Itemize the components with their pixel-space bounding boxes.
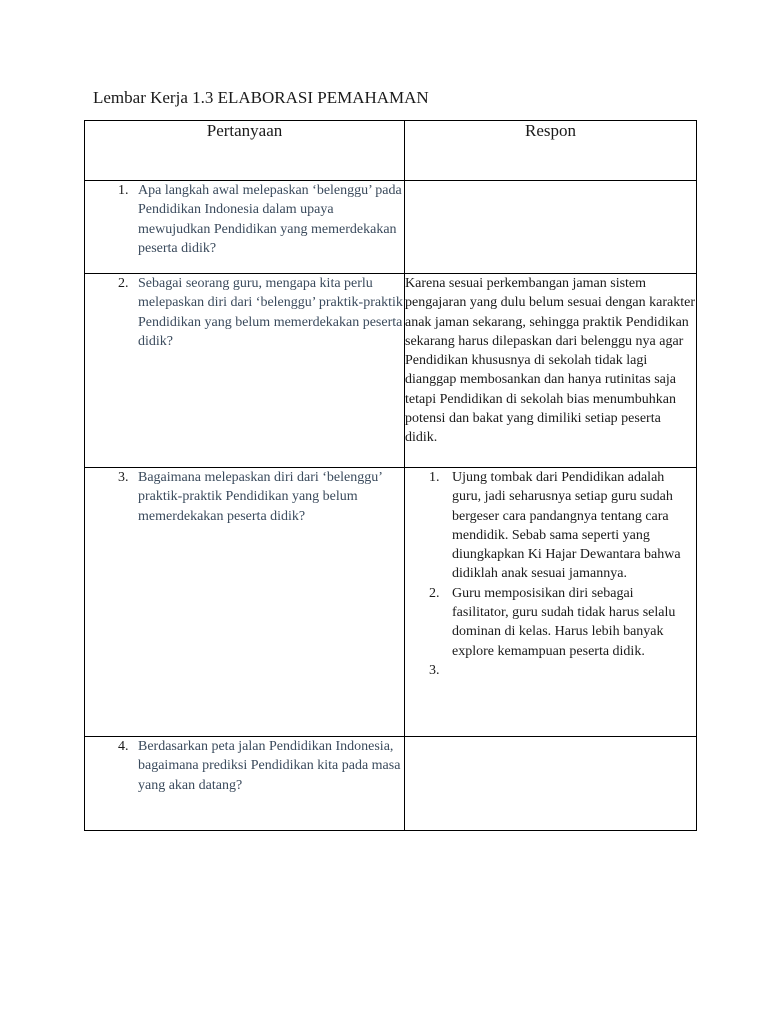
response-list-number: 1.: [429, 470, 440, 485]
response-list-text: [452, 661, 696, 680]
response-cell[interactable]: [405, 468, 697, 737]
response-cell[interactable]: Karena sesuai perkembangan jaman sistem pengajaran yang dulu belum sesuai dengan karakter anak jaman sekarang, sehingga praktik Pendidikan sekarang harus dilepaskan dari belenggu nya agar Pendidikan khususnya di sekolah tidak lagi dianggap membosankan dan hanya rutinitas saja tetapi Pendidikan di sekolah bias menumbuhkan potensi dan bakat yang dimiliki setiap peserta didik.: [405, 274, 697, 468]
response-list-item: [405, 661, 696, 680]
question-text: Apa langkah awal melepaskan ‘belenggu’ pada Pendidikan Indonesia dalam upaya mewujudkan Pendidikan yang memerdekakan peserta didik?: [138, 183, 402, 256]
question-cell: [85, 468, 405, 737]
document-title: Lembar Kerja 1.3 ELABORASI PEMAHAMAN: [93, 88, 429, 107]
question-item: [85, 737, 404, 795]
table-row: [85, 274, 697, 468]
table-row: [85, 737, 697, 831]
question-cell: [85, 737, 405, 831]
column-header-response: Respon: [405, 121, 697, 181]
question-text: Berdasarkan peta jalan Pendidikan Indonesia, bagaimana prediksi Pendidikan kita pada masa yang akan datang?: [138, 739, 401, 793]
response-list-text: Guru memposisikan diri sebagai fasilitator, guru sudah tidak harus selalu dominan di kelas. Harus lebih banyak explore kemampuan peserta didik.: [452, 585, 676, 659]
column-header-question: Pertanyaan: [85, 121, 405, 181]
question-item: [85, 181, 404, 258]
question-number: 1.: [118, 183, 129, 198]
question-number: 3.: [118, 470, 129, 485]
question-cell: [85, 274, 405, 468]
response-cell[interactable]: [405, 181, 697, 274]
table-row: [85, 181, 697, 274]
question-text: Bagaimana melepaskan diri dari ‘belenggu’ praktik-praktik Pendidikan yang belum memerdekakan peserta didik?: [138, 470, 382, 524]
question-number: 4.: [118, 739, 129, 754]
question-cell: [85, 181, 405, 274]
response-list-number: 2.: [429, 585, 440, 601]
question-item: [85, 468, 404, 526]
table-header-row: [85, 121, 697, 181]
response-list-text: Ujung tombak dari Pendidikan adalah guru, jadi seharusnya setiap guru sudah bergeser cara pandangnya tentang cara mendidik. Sebab sama seperti yang diungkapkan Ki Hajar Dewantara bahwa didiklah anak sesuai jamannya.: [452, 470, 681, 582]
response-list-item: [405, 468, 696, 584]
table-row: [85, 468, 697, 737]
question-text: Sebagai seorang guru, mengapa kita perlu melepaskan diri dari ‘belenggu’ praktik-praktik Pendidikan yang belum memerdekakan peserta didik?: [138, 276, 403, 349]
question-item: [85, 274, 404, 351]
response-cell[interactable]: [405, 737, 697, 831]
response-list-item: [405, 584, 696, 661]
response-list-number: 3.: [429, 662, 440, 678]
worksheet-table: [84, 120, 697, 831]
question-number: 2.: [118, 276, 129, 291]
